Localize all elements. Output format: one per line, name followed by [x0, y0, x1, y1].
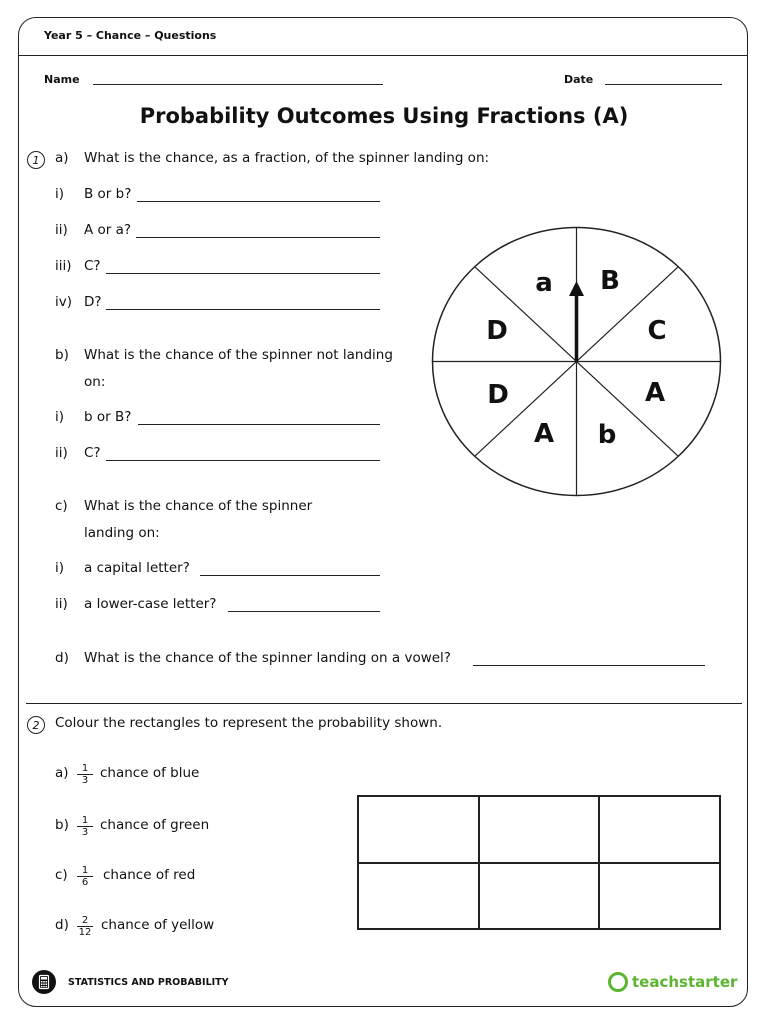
q1a-iv-num: iv): [55, 294, 73, 310]
spinner-sector-label: D: [486, 316, 508, 346]
q1b-ii-text: C?: [84, 445, 101, 461]
q2b-letter: b): [55, 817, 69, 833]
spinner-sector-label: B: [600, 266, 620, 296]
q1b-ii-num: ii): [55, 445, 68, 461]
name-field[interactable]: [93, 84, 383, 85]
q1a-ii-answer-line[interactable]: [136, 237, 380, 238]
q1c-i-text: a capital letter?: [84, 560, 190, 576]
q2b-denominator: 3: [81, 827, 89, 838]
q1a-text: What is the chance, as a fraction, of the spinner landing on:: [84, 150, 490, 166]
colouring-grid: [357, 795, 721, 930]
header-divider: [18, 55, 748, 56]
q1c-ii-answer-line[interactable]: [228, 611, 380, 612]
q1b-i-num: i): [55, 409, 65, 425]
spinner-sector-label: a: [535, 268, 553, 298]
q1d-answer-line[interactable]: [473, 665, 705, 666]
q2c-letter: c): [55, 867, 68, 883]
q2d-denominator: 12: [78, 927, 92, 938]
page-title: Probability Outcomes Using Fractions (A): [139, 104, 629, 128]
q1a-i-num: i): [55, 186, 65, 202]
q1c-text-line2: landing on:: [84, 525, 160, 541]
q1a-ii-text: A or a?: [84, 222, 132, 238]
q1a-letter: a): [55, 150, 69, 166]
footer-category: STATISTICS AND PROBABILITY: [68, 977, 229, 988]
grid-cell[interactable]: [599, 796, 720, 863]
q1c-i-num: i): [55, 560, 65, 576]
q2d-numerator: 2: [77, 915, 93, 927]
q1b-i-answer-line[interactable]: [138, 424, 380, 425]
q1b-i-text: b or B?: [84, 409, 132, 425]
spinner-sector-label: A: [644, 378, 666, 408]
teachstarter-logo-text: teachstarter: [632, 973, 738, 991]
q2a-numerator: 1: [77, 763, 93, 775]
q2-text: Colour the rectangles to represent the probability shown.: [55, 715, 443, 731]
q2c-numerator: 1: [77, 865, 93, 877]
grid-cell[interactable]: [599, 863, 720, 930]
q2c-denominator: 6: [81, 877, 89, 888]
q1a-i-text: B or b?: [84, 186, 132, 202]
q1a-iii-text: C?: [84, 258, 101, 274]
grid-cell[interactable]: [358, 863, 479, 930]
q1c-ii-num: ii): [55, 596, 68, 612]
q1b-ii-answer-line[interactable]: [106, 460, 380, 461]
q1a-iii-answer-line[interactable]: [106, 273, 380, 274]
q2a-denominator: 3: [81, 775, 89, 786]
spinner-sector-label: D: [487, 380, 509, 410]
q1b-letter: b): [55, 347, 69, 363]
q2d-fraction: [77, 915, 93, 938]
date-label: Date: [564, 73, 594, 86]
q2c-text: chance of red: [103, 867, 196, 883]
spinner: [430, 225, 724, 499]
calculator-icon: [32, 970, 56, 994]
grid-cell[interactable]: [479, 796, 600, 863]
q1d-letter: d): [55, 650, 69, 666]
question-2-number: 2: [27, 716, 45, 734]
q1c-letter: c): [55, 498, 68, 514]
q2b-text: chance of green: [100, 817, 210, 833]
spinner-sector-label: A: [533, 419, 555, 449]
q2a-letter: a): [55, 765, 69, 781]
grid-cell[interactable]: [479, 863, 600, 930]
q1a-iii-num: iii): [55, 258, 72, 274]
q1c-ii-text: a lower-case letter?: [84, 596, 217, 612]
q1a-iv-answer-line[interactable]: [106, 309, 380, 310]
name-label: Name: [44, 73, 80, 86]
worksheet-header: Year 5 – Chance – Questions: [44, 29, 217, 42]
q2b-numerator: 1: [77, 815, 93, 827]
q2c-fraction: [77, 865, 93, 888]
q2a-text: chance of blue: [100, 765, 200, 781]
question-1-number: 1: [27, 151, 45, 169]
q1a-ii-num: ii): [55, 222, 68, 238]
teachstarter-logo-icon: [608, 972, 628, 992]
q1d-text: What is the chance of the spinner landing on a vowel?: [84, 650, 451, 666]
q1b-text-line2: on:: [84, 374, 106, 390]
q1b-text-line1: What is the chance of the spinner not landing: [84, 347, 393, 363]
spinner-sector-label: b: [597, 420, 617, 450]
date-field[interactable]: [605, 84, 722, 85]
q1a-i-answer-line[interactable]: [137, 201, 380, 202]
q2b-fraction: [77, 815, 93, 838]
spinner-sector-label: C: [647, 316, 667, 346]
q1a-iv-text: D?: [84, 294, 102, 310]
teachstarter-logo: [608, 971, 737, 993]
section-divider: [26, 703, 742, 704]
q2d-letter: d): [55, 917, 69, 933]
q1c-i-answer-line[interactable]: [200, 575, 380, 576]
q1c-text-line1: What is the chance of the spinner: [84, 498, 313, 514]
grid-cell[interactable]: [358, 796, 479, 863]
q2a-fraction: [77, 763, 93, 786]
q2d-text: chance of yellow: [101, 917, 215, 933]
